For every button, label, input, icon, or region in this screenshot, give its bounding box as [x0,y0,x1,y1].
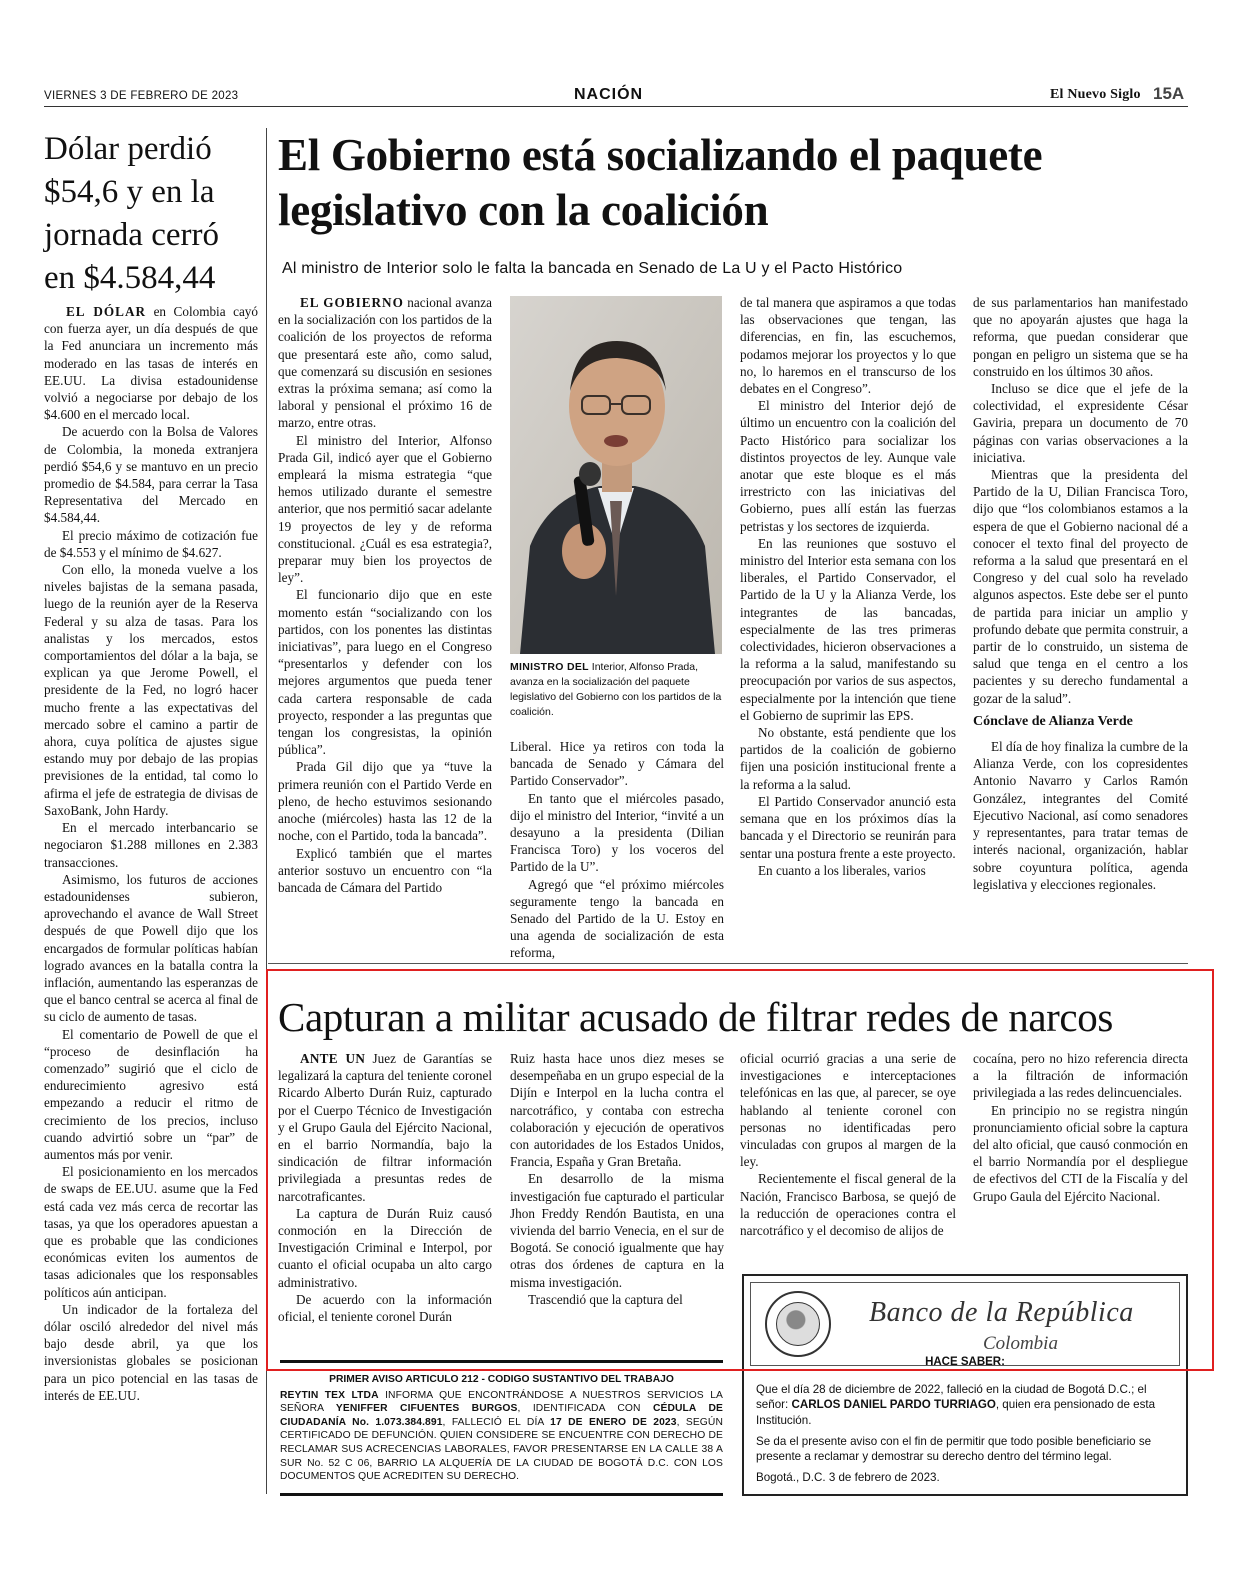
main-lead: EL GOBIERNO [300,295,404,310]
header-rule [44,106,1188,107]
bank-deceased-name: CARLOS DANIEL PARDO TURRIAGO [791,1398,996,1412]
bank-p1a: Que el día 28 de diciembre de 2022, falleció en la ciudad de Bogotá D.C.; el señor: [756,1383,1147,1412]
capture-p6: Trascendió que la captura del [528,1291,683,1307]
main-p15: de sus parlamentarios han manifestado que no apoyarán ajustes que haga la reforma, que puedan considerar que pongan en peligro un sistema que se ha construido en los últimos 30 años. [973,295,1188,379]
bank-notice-body [756,1382,1176,1492]
capture-p10: En principio no se registra ningún pronunciamiento oficial sobre la captura del alto oficial, que causó conmoción en el barrio Normandía por el despliegue de efectivos del CTI de la Fiscalía y del Grupo Gaula del Ejército Nacional. [973,1102,1188,1204]
labor-notice-body [280,1389,723,1484]
main-column-2 [510,738,724,962]
capture-p9: cocaína, pero no hizo referencia directa a la filtración de información privilegiada a las redes delincuenciales. [973,1051,1188,1101]
main-headline: El Gobierno está socializando el paquete legislativo con la coalición [278,130,1043,235]
main-p5: Explicó también que el martes anterior sostuvo un encuentro con “la bancada de Cámara del Partido [278,845,492,895]
minister-photo [510,296,722,654]
notice-t2: , IDENTIFICADA CON [517,1403,653,1415]
dollar-headline: Dólar perdió $54,6 y en la jornada cerró en $4.584,44 [44,131,219,296]
section-name: NACIÓN [574,86,644,103]
main-subheadline: Al ministro de Interior solo le falta la bancada en Senado de La U y el Pacto Histórico [282,260,903,277]
dollar-p7: El comentario de Powell de que el “proceso de desinflación ha comenzado” sugirió que el ciclo de endurecimiento agresivo está empezando a reducir el ritmo de crecimiento de los precios, incluso cuando advirtió sobre un “par” de aumentos más por venir. [44,1026,258,1162]
newspaper-name: El Nuevo Siglo [1050,87,1141,102]
dollar-p8: El posicionamiento en los mercados de swaps de EE.UU. asume que la Fed está cada vez más cerca de recortar las tasas, ya que los operadores apuestan a que es probable que las condiciones económicas eviten los aumentos de tasas adicionales que los responsables políticos aún anticipan. [44,1164,258,1300]
capture-p5: En desarrollo de la misma investigación fue capturado el particular Jhon Freddy Rendón Bautista, en una vivienda del barrio Venecia, en el sur de Bogotá. Se conoció igualmente que hay otras dos órdenes de captura en la misma investigación. [510,1171,724,1290]
main-p1: nacional avanza en la socialización con los partidos de la coalición de los proyectos de reforma que presentará este año, como salud, que comenzará su discusión en sesiones extras la próxima semana; así como la laboral y pensional el próximo 16 de marzo, entre otras. [278,295,492,431]
photo-caption [510,660,724,720]
capture-p4: Ruiz hasta hace unos diez meses se desempeñaba en un grupo especial de la Dijín e Interpol en la lucha contra el narcotráfico, y contaba con estrecha colaboración y ejecución de operativos con autoridades de los Estados Unidos, Francia, España y Gran Bretaña. [510,1051,724,1170]
labor-notice-title: PRIMER AVISO ARTICULO 212 - CODIGO SUSTANTIVO DEL TRABAJO [329,1374,674,1385]
article-separator [268,963,1188,964]
dollar-p2: De acuerdo con la Bolsa de Valores de Colombia, la moneda extranjera perdió $54,6 y se mantuvo en un precio promedio de $4.584, para cerrar la Tasa Representativa del Mercado en $4.584,44. [44,424,258,526]
main-column-4 [973,294,1188,893]
main-p9: de tal manera que aspiramos a que todas las observaciones que tengan, las diferencias, en fin, las escuchemos, podamos mejorar los proyectos y lo que no, lo haremos en el transcurso de los debates en el Congreso”. [740,295,956,397]
dollar-p1: en Colombia cayó con fuerza ayer, un día después de que la Fed anunciara un incremento más moderado en las tasas de interés en EE.UU. La divisa estadounidense volvió a negociarse por debajo de los $4.600 en el mercado local. [44,304,258,423]
notice-company: REYTIN TEX LTDA [280,1389,379,1401]
main-column-3 [740,294,956,879]
capture-p2: La captura de Durán Ruiz causó conmoción en la Dirección de Investigación Criminal e Interpol, por cuanto el oficial ocupaba un alto cargo administrativo. [278,1205,492,1290]
main-p3: El funcionario dijo que en este momento están “socializando con los partidos, con los ponentes las distintas iniciativas”, para luego en el Congreso “presentarlos y defender con los mejores argumentos que pueda tener cada cartera responsable de cada proyecto, responder a las preguntas que tengan los congresistas, la opinión pública”. [278,587,492,758]
notice-t4: , SEGÚN CERTIFICADO DE DEFUNCIÓN. QUIEN CONSIDERE SE ENCUENTRE CON DERECHO DE RECLAMAR SUS ACRECENCIAS LABORALES, FAVOR PRESENTARSE EN LA CALLE 38 A SUR No. 52 C 06, BARRIO LA ALQUERÍA DE LA CIUDAD DE BOGOTÁ D.C. CON LOS DOCUMENTOS QUE ACREDITEN SU DERECHO. [280,1416,723,1483]
bank-country: Colombia [983,1333,1058,1354]
caption-lead: MINISTRO DEL [510,661,589,673]
notice-name: YENIFFER CIFUENTES BURGOS [335,1403,518,1415]
alianza-verde-subhead: Cónclave de Alianza Verde [973,713,1133,729]
dollar-p3: El precio máximo de cotización fue de $4.553 y el mínimo de $4.627. [44,527,258,560]
labor-notice [280,1360,723,1496]
capture-p1: Juez de Garantías se legalizará la captura del teniente coronel Ricardo Alberto Durán Ruiz, capturado por el Cuerpo Técnico de Investigación y el Grupo Gaula del Ejército Nacional, en el barrio Normandía, bajo la sindicación de filtrar información privilegiada a presuntas redes de narcotraficantes. [278,1051,492,1204]
bank-p2: Se da el presente aviso con el fin de permitir que todo posible beneficiario se presente a reclamar y demostrar su derecho dentro del término legal. [756,1434,1152,1464]
bank-p1b: , quien era pensionado de esta Institución. [756,1398,1156,1427]
main-p10: El ministro del Interior dejó de último un encuentro con la coalición del Pacto Histórico para socializar los distintos proyectos de ley. Aunque vale anotar que este bloque es el más irrestricto con las iniciativas del Gobierno, pues allí están las fuerzas petristas y los sectores de izquierda. [740,398,956,534]
main-p8: Agregó que “el próximo miércoles seguramente tengo la bancada en Senado del Partido de la U. Estoy en una agenda de socialización de esta reforma, [510,876,724,961]
main-p11: En las reuniones que sostuvo el ministro del Interior esta semana con los liberales, el Partido Conservador, el Partido de la U y la Alianza Verde, los integrantes de las bancadas, especialmente de las tres primeras colectividades, hicieron observaciones a la reforma a la salud, manifestando su preocupación por varios de sus aspectos, especialmente por la intención que tiene el Gobierno de suprimir las EPS. [740,535,956,723]
dollar-article-body [44,303,258,1404]
bank-p1 [756,1382,1176,1428]
selection-highlight [266,969,1214,1371]
main-p13: El Partido Conservador anunció esta semana que en los próximos días la bancada y el Directorio se reunirán para sentar una postura frente a este proyecto. [740,793,956,861]
main-column-1 [278,294,492,896]
main-p6: Liberal. Hice ya retiros con toda la bancada de Senado y Cámara del Partido Conservador”. [510,739,724,789]
main-p17: Mientras que la presidenta del Partido de la U, Dilian Francisca Toro, dijo que “los colombianos estamos a la espera de que el Gobierno nacional dé a conocer el texto final del proyecto de reforma a la salud que presentará en el Congreso y del cual solo ha revelado algunos aspectos. Este debe ser el punto de partida para iniciar un amplio y profundo debate que permita construir, a partir de lo construido, un sistema de salud que tenga en el centro a los pacientes y su derecho fundamental a gozar de la salud”. [973,467,1188,706]
notice-t3: , FALLECIÓ EL DÍA [442,1416,551,1428]
hace-saber: HACE SABER: [925,1356,1005,1368]
dollar-p6: Asimismo, los futuros de acciones estadounidenses subieron, aprovechando el avance de Wall Street después de que Powell dijo que los encargados de formular políticas habían logrado avances en la batalla contra la inflación, aumentando las esperanzas de que el banco central se acerca al final de su ciclo de aumento de tasas. [44,871,258,1025]
bank-name: Banco de la República [869,1297,1134,1328]
main-p7: En tanto que el miércoles pasado, dijo el ministro del Interior, “invité a un desayuno a la presidenta (Dilian Francisca Toro) y los voceros del Partido de la U”. [510,790,724,875]
notice-date: 17 DE ENERO DE 2023 [550,1416,677,1428]
caption-text: Interior, Alfonso Prada, avanza en la socialización del paquete legislativo del Gobierno con los partidos de la coalición. [510,661,722,718]
main-p18: El día de hoy finaliza la cumbre de la Alianza Verde, con los copresidentes Antonio Navarro y Carlos Ramón González, integrantes del Comité Ejecutivo Nacional, así como senadores y representantes, para tratar temas de interés nacional, organización, hablar sobre coyuntura política, agenda legislativa y elecciones regionales. [973,739,1188,892]
issue-date: VIERNES 3 DE FEBRERO DE 2023 [44,90,239,102]
capture-p3: De acuerdo con la información oficial, el teniente coronel Durán [278,1291,492,1325]
main-p4: Prada Gil dijo que ya “tuve la primera reunión con el Partido Verde en pleno, de hecho estuvimos sesionando anoche (miércoles) hasta las 12 de la noche, con el Partido, toda la bancada”. [278,759,492,844]
main-p14: En cuanto a los liberales, varios [758,862,926,878]
bank-p3: Bogotá., D.C. 3 de febrero de 2023. [756,1471,940,1485]
notice-id: CÉDULA DE CIUDADANÍA No. 1.073.384.891 [280,1403,723,1428]
main-p2: El ministro del Interior, Alfonso Prada Gil, indicó ayer que el Gobierno empleará la misma estrategia “que hemos utilizado durante el semestre anterior, que nos permitió sacar adelante 19 proyectos de ley y de reforma constitucional. ¿Cuál es esa estrategia?, preparar muy bien los proyectos de ley”. [278,432,492,586]
page-number: 15A [1153,84,1185,103]
capture-p7: oficial ocurrió gracias a una serie de investigaciones e interceptaciones telefónicas en las que, al parecer, se oye hablando al teniente coronel con personas no identificadas pero vinculadas con grupos al margen de la ley. [740,1051,956,1170]
dollar-p9: Un indicador de la fortaleza del dólar osciló alrededor del nivel más bajo desde abril, ya que los inversionistas globales se posicionan para un pico potencial en las tasas de interés de EE.UU. [44,1301,258,1403]
dollar-p4: Con ello, la moneda vuelve a los niveles bajistas de la semana pasada, luego de la reunión ayer de la Reserva Federal y su alza de tasas. Para los analistas y los mercados, estos comportamientos del dólar a la baja, se explican ya que Jerome Powell, el presidente de la Fed, no logró hacer mucho frente a las expectativas del mercado sobre el camino a partir de ahora, cuya política de ajustes sigue estando muy por debajo de las propias previsiones de la entidad, tal como lo afirma el jefe de estrategia de divisas de SaxoBank, John Hardy. [44,562,258,818]
notice-t1: INFORMA QUE ENCONTRÁNDOSE A NUESTROS SERVICIOS LA SEÑORA [280,1389,723,1415]
capture-p8: Recientemente el fiscal general de la Nación, Francisco Barbosa, se quejó de la reducción de operaciones contra el narcotráfico y el decomiso de alijos de [740,1171,956,1239]
main-p16: Incluso se dice que el jefe de la colectividad, el expresidente César Gaviria, prepara un documento de 70 páginas con varias observaciones a la iniciativa. [973,381,1188,465]
capture-lead: ANTE UN [300,1051,366,1066]
main-p12: No obstante, está pendiente que los partidos de la coalición de gobierno fijen una posición institucional frente a la reforma a la salud. [740,725,956,792]
dollar-lead: EL DÓLAR [66,304,147,319]
capture-headline: Capturan a militar acusado de filtrar redes de narcos [278,994,1113,1040]
dollar-p5: En el mercado interbancario se negociaron $1.288 millones en 2.383 transacciones. [44,820,258,870]
